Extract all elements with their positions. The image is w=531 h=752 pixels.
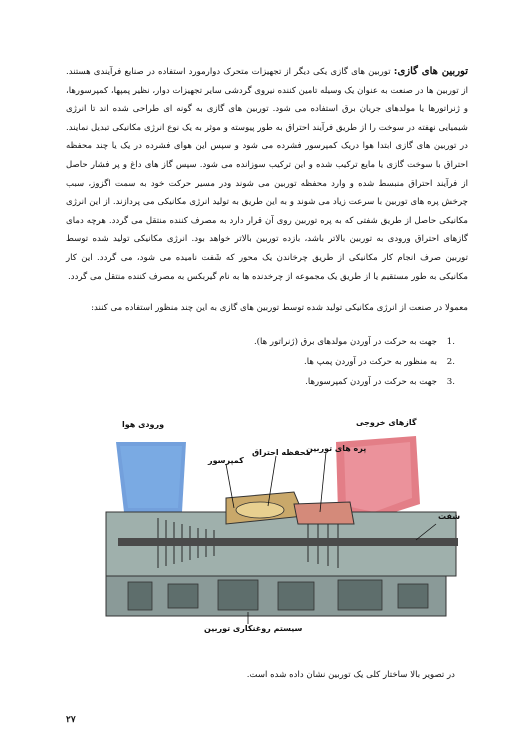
figure-caption: در تصویر بالا ساختار کلی یک توربین نشان داده شده است.	[246, 670, 455, 680]
exhaust-gases-label: گازهای خروجی	[356, 418, 417, 427]
list-item: .1جهت به حرکت در آوردن مولدهای برق (ژنراتور ها).	[253, 337, 455, 347]
combustor-label: محفظه احتراق	[252, 448, 311, 457]
air-inlet-label: ورودی هوا	[122, 420, 165, 429]
section-heading: توربین های گازی:	[393, 66, 468, 77]
paragraph-text: توربین های گازی یکی دیگر از تجهیزات متحرک دوارمورد استفاده در صنایع فرآیندی هستند. از توربین ها در صنعت به عنوان یک وسیله تامین کننده نیروی گردشی سایر تجهیزات دوار، نظیر پمپها، کمپرسورها، و ژنراتورها یا مولدهای جریان برق استفاده می شود. توربین های گازی به گونه ای طراحی شده اند تا انرژی شیمیایی نهفته در سوخت را از طریق فرآیند احتراق به طور پیوسته و موثر به یک نوع انرژی مکانیکی تبدیل نمایند. در توربین های گازی ابتدا هوا دریک کمپرسور فشرده می شود و سپس این هوای فشرده در یک یا چند محفظه احتراق با سوخت گازی یا مایع ترکیب شده و این ترکیب سوزانده می شود. سپس گاز های داغ و پر فشار حاصل از فرآیند احتراق منبسط شده و وارد محفظه توربین می شوند ودر مسیر حرکت خود به سمت اگزوز، سبب چرخش پره های توربین با سرعت زیاد می شوند و به این طریق به تولید انرژی مکانیکی می پردازند. از این انرژی مکانیکی حاصل از طریق شفتی که به پره توربین روی آن قرار دارد به مصرف کننده منتقل می گردد. هرچه دمای گازهای احتراق ورودی به توربین بالاتر باشد، بازده توربین بالاتر خواهد بود. انرژی مکانیکی تولید شده توسط توربین صرف انجام کار مکانیکی از طریق چرخاندن یک محور که شَفت نامیده می شود، می گردد. این کار مکانیکی به طور مستقیم یا از طریق یک مجموعه از چرخدنده ها به نام گیربکس به مصرف کننده منتقل می گردد.	[66, 67, 468, 282]
lube-system-label: سیستم روغنکاری توربین	[204, 624, 303, 633]
list-item: .3جهت به حرکت در آوردن کمپرسورها.	[305, 377, 455, 387]
compressor-label: کمپرسور	[208, 456, 244, 465]
uses-intro: معمولا در صنعت از انرژی مکانیکی تولید شده توسط توربین های گازی به این چند منظور استفاده می کنند:	[91, 303, 468, 313]
list-item: .2به منظور به حرکت در آوردن پمپ ها.	[303, 357, 455, 367]
turbine-blades-label: پره های توربین	[306, 444, 367, 453]
body-paragraph	[66, 63, 468, 286]
page-number: ۲۷	[66, 715, 76, 725]
uses-list	[155, 332, 455, 392]
gas-turbine-figure	[98, 412, 468, 644]
turbine-cutaway-drawing	[98, 412, 468, 644]
shaft-label: شفت	[438, 512, 461, 521]
